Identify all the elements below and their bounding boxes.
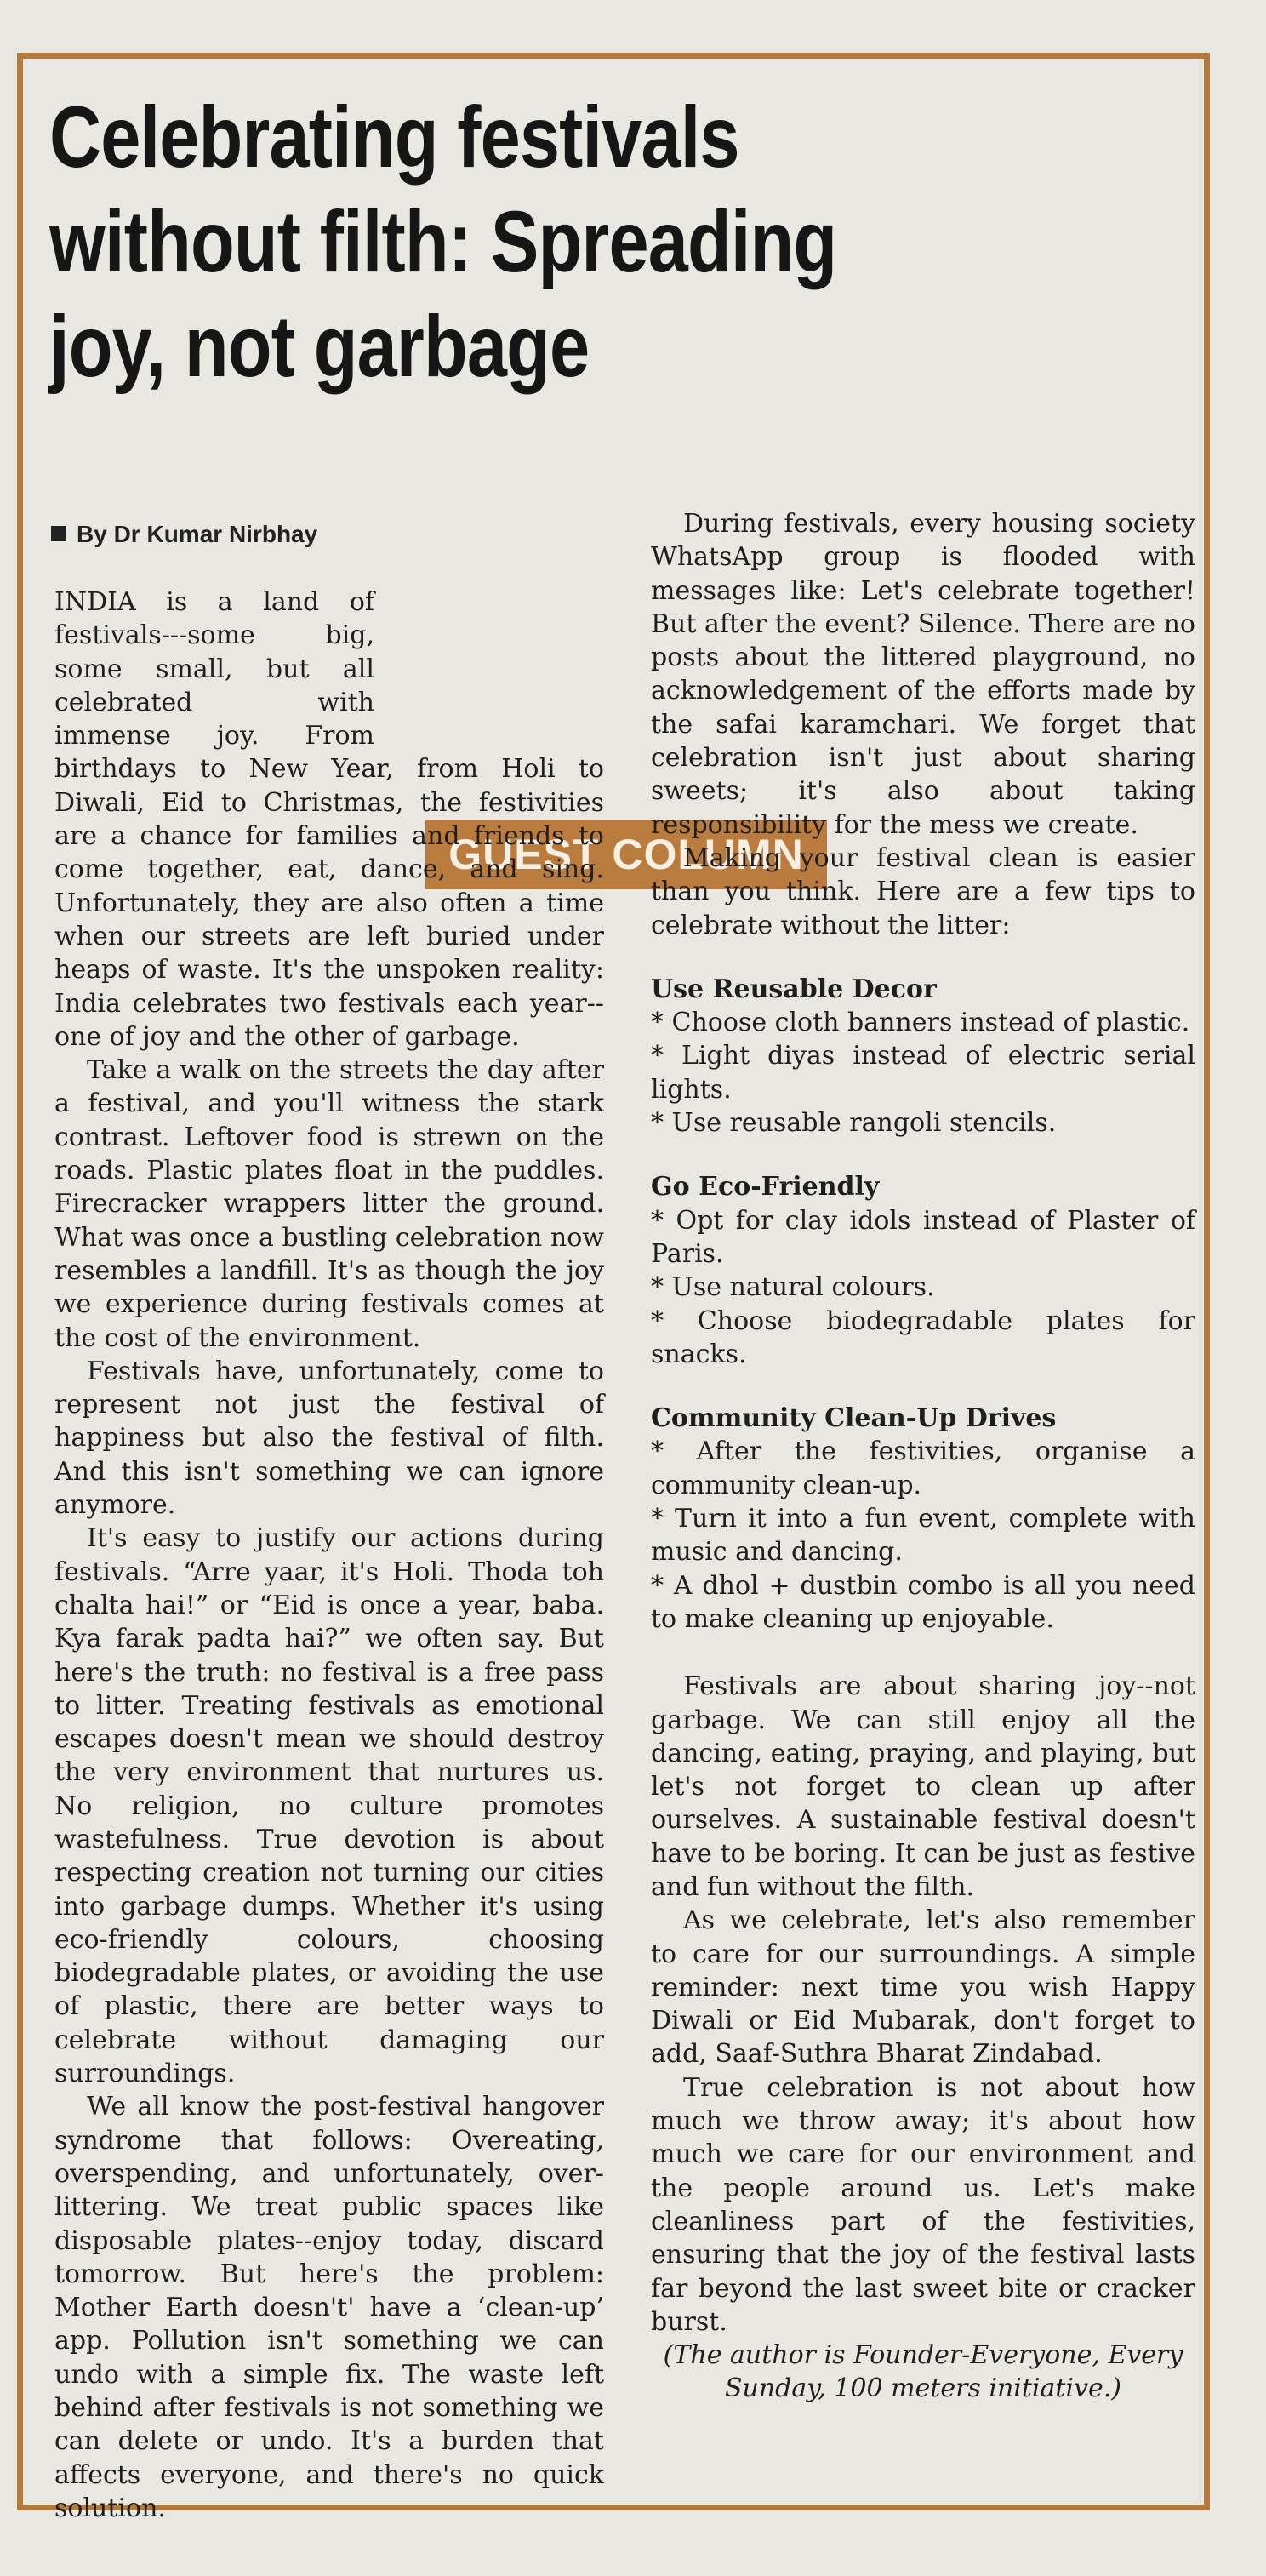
section-heading-go-eco-friendly: Go Eco-Friendly [651,1172,880,1202]
list-item: * Opt for clay idols instead of Plaster of Paris. [651,1205,1195,1269]
list-item: * Light diyas instead of electric serial lights. [651,1041,1195,1105]
list-item: * Choose cloth banners instead of plastic. [651,1008,1190,1038]
right-paragraph-2: Making your festival clean is easier than you think. Here are a few tips to celebrate without the litter: [651,842,1195,940]
list-item: * After the festivities, organise a community clean-up. [651,1437,1195,1500]
headline-line-2: without filth: Spreading [49,193,837,290]
left-paragraph-5: We all know the post-festival hangover syndrome that follows: Overeating, overspending, and unfortunately, over-littering. We treat public spaces like disposable plates--enjoy today, discard tomorrow. But here's the problem: Mother Earth doesn't' have a ‘clean-up’ app. Pollution isn't something we can undo with a simple fix. The waste left behind after festivals is not something we can delete or undo. It's a burden that affects everyone, and there's no quick solution. [54,2092,604,2523]
spacer [651,1636,1195,1670]
left-column [54,585,604,2525]
byline-text: By Dr Kumar Nirbhay [77,521,318,547]
right-paragraph-4: As we celebrate, let's also remember to care for our surroundings. A simple reminder: next time you wish Happy Diwali or Eid Mubarak, don't forget to add, Saaf-Suthra Bharat Zindabad. [651,1905,1195,2070]
list-item: * Use natural colours. [651,1272,935,1303]
list-item: * Choose biodegradable plates for snacks. [651,1305,1195,1369]
section-heading-reusable-decor: Use Reusable Decor [651,974,937,1004]
right-column [651,507,1195,2406]
list-item: * Turn it into a fun event, complete with music and dancing. [651,1504,1195,1568]
left-paragraph-1: INDIA is a land of festivals---some big, some small, but all celebrated with immense joy. From birthdays to New Year, from Holi to Diwali, Eid to Christmas, the festivities are a chance for families and friends to come together, eat, dance, and sing. Unfortunately, they are also often a time when our streets are left buried under heaps of waste. It's the unspoken reality: India celebrates two festivals each year-- one of joy and the other of garbage. [54,587,604,1052]
right-paragraph-1: During festivals, every housing society WhatsApp group is flooded with messages like: Let's celebrate together! But after the event? Silence. There are no posts about the littered playground, no acknowledgement of the efforts made by the safai karamchari. We forget that celebration isn't just about sharing sweets; it's also about taking responsibility for the mess we create. [651,509,1195,840]
left-paragraph-2: Take a walk on the streets the day after a festival, and you'll witness the stark contrast. Leftover food is strewn on the roads. Plastic plates float in the puddles. Firecracker wrappers litter the ground. What was once a bustling celebration now resembles a landfill. It's as though the joy we experience during festivals comes at the cost of the environment. [54,1055,604,1353]
author-credit: (The author is Founder-Everyone, Every Sunday, 100 meters initiative.) [663,2340,1183,2404]
byline-square-icon [51,526,66,541]
section-heading-community-clean-up: Community Clean-Up Drives [651,1403,1057,1434]
right-paragraph-5: True celebration is not about how much we throw away; it's about how much we care for our environment and the people around us. Let's make cleanliness part of the festivities, ensuring that the joy of the festival lasts far beyond the last sweet bite or cracker burst. [651,2072,1195,2337]
list-item: * A dhol + dustbin combo is all you need to make cleaning up enjoyable. [651,1570,1195,1634]
headline-line-1: Celebrating festivals [49,89,739,186]
article-headline [49,85,995,399]
headline-line-3: joy, not garbage [49,298,590,395]
left-paragraph-3: Festivals have, unfortunately, come to represent not just the festival of happiness but also the festival of filth. And this isn't something we can ignore anymore. [54,1356,604,1521]
list-item: * Use reusable rangoli stencils. [651,1108,1057,1139]
guest-column-badge: GUEST COLUMN [425,820,827,889]
left-paragraph-4: It's easy to justify our actions during festivals. “Arre yaar, it's Holi. Thoda toh chalta hai!” or “Eid is once a year, baba. Kya farak padta hai?” we often say. But here's the truth: no festival is a free pass to litter. Treating festivals as emotional escapes doesn't mean we should destroy the very environment that nurtures us. No religion, no culture promotes wastefulness. True devotion is about respecting creation not turning our cities into garbage dumps. Whether it's using eco-friendly colours, choosing biodegradable plates, or avoiding the use of plastic, there are better ways to celebrate without damaging our surroundings. [54,1523,604,2089]
right-paragraph-3: Festivals are about sharing joy--not garbage. We can still enjoy all the dancing, eating, praying, and playing, but let's not forget to clean up after ourselves. A sustainable festival doesn't have to be boring. It can be just as festive and fun without the filth. [651,1671,1195,1902]
byline [51,521,317,548]
